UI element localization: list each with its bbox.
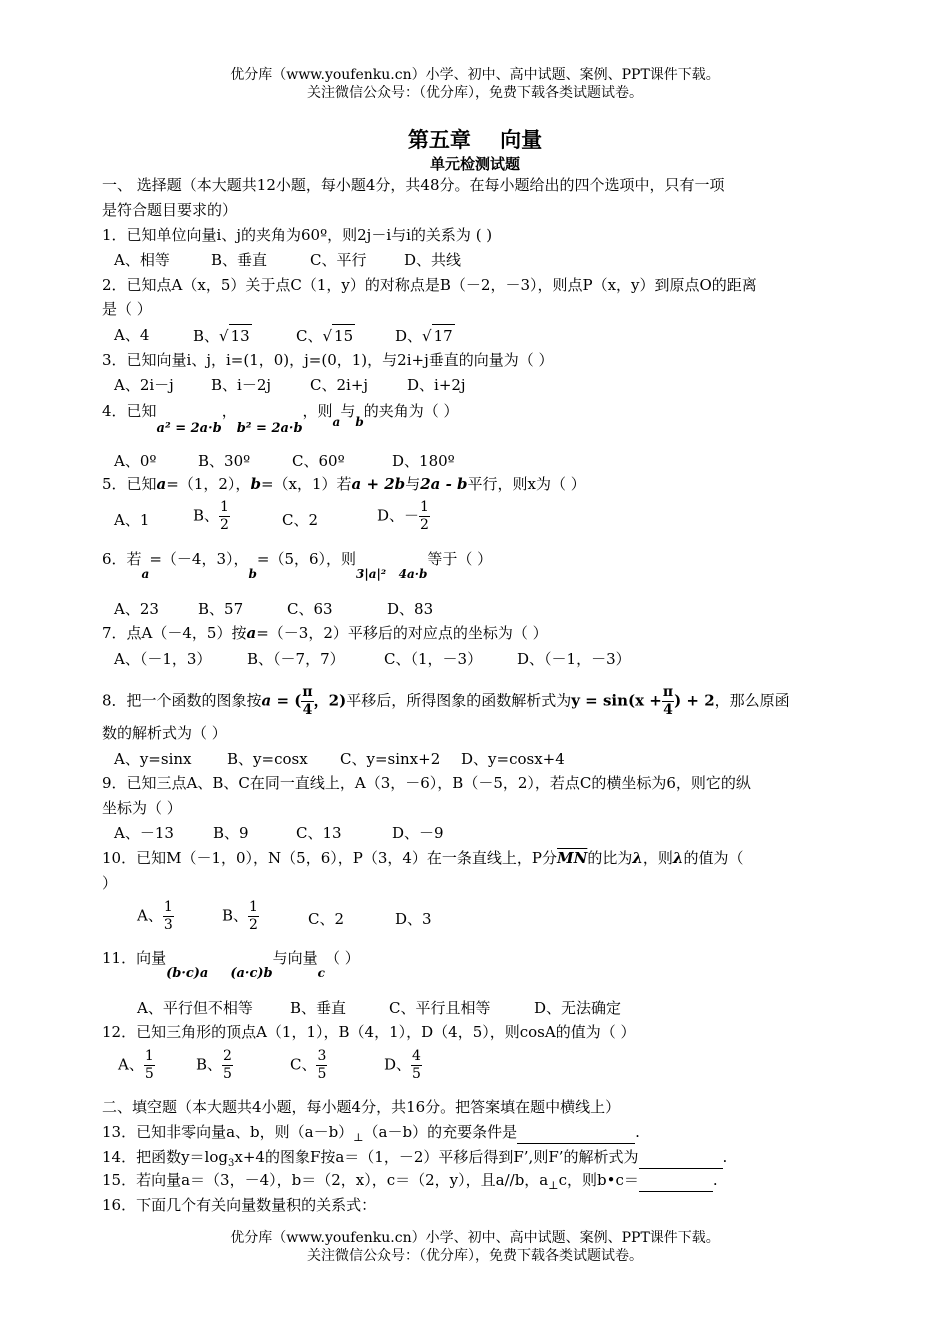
q10-option-c: C、2 — [308, 910, 345, 928]
q8-eq-open: = ( — [271, 691, 302, 710]
q3-option-d: D、i+2j — [407, 376, 466, 394]
q5-b-value: =（x，1）若 — [260, 475, 352, 493]
q13-stem-suffix: （a－b）的充要条件是 — [363, 1123, 518, 1141]
q10-stem-prefix: 10．已知M（－1，0），N（5，6），P（3，4）在一条直线上，P分 — [102, 849, 558, 867]
q10-option-b — [222, 899, 259, 934]
q9-stem-line2: 坐标为（ ） — [102, 799, 182, 817]
footer-line-1: 优分库（www.youfenku.cn）小学、初中、高中试题、案例、PPT课件下载。 — [230, 1230, 720, 1246]
q8-vec-a: a — [261, 691, 272, 710]
q3-option-a: A、2i－j — [114, 376, 174, 394]
q11-with: 与向量 — [272, 949, 318, 967]
q5-expr-1: a + 2b — [351, 475, 406, 493]
q6-option-d: D、83 — [387, 600, 434, 618]
q7-stem-suffix: =（－3，2）平移后的对应点的坐标为（ ） — [256, 624, 548, 642]
q5-option-b-fraction — [219, 499, 230, 534]
q5-a-value: =（1，2）， — [166, 475, 251, 493]
q6-stem-suffix: 等于（ ） — [427, 550, 493, 568]
q5-vec-b: b — [250, 475, 261, 493]
q14-end: . — [722, 1148, 728, 1166]
q12-option-a-fraction — [144, 1048, 155, 1083]
q13-stem — [102, 1121, 640, 1149]
q12-option-b-den: 5 — [223, 1066, 232, 1082]
q7-stem — [102, 622, 548, 644]
q8-fn-start: y = sin(x + — [571, 691, 662, 710]
q7-option-d: D、（－1，－3） — [517, 650, 631, 668]
q5-stem — [102, 473, 586, 495]
q12-option-b — [196, 1048, 233, 1083]
q12-option-c-num: 3 — [317, 1048, 327, 1064]
q8-fn-pi: π — [662, 684, 674, 700]
q10-option-b-label: B、 — [222, 906, 249, 925]
q11-stem — [102, 947, 360, 981]
q10-option-a — [137, 899, 174, 934]
q4-option-a: A、0º — [114, 452, 157, 470]
q9-option-c: C、13 — [296, 824, 342, 842]
q5-option-a: A、1 — [114, 511, 150, 529]
q4-vec-a: a — [332, 415, 341, 429]
chapter-title: 第五章 向量 — [407, 128, 543, 152]
q2-stem-line1: 2．已知点A（x，5）关于点C（1，y）的对称点是B（－2，－3），则点P（x，y）到原点O的距离 — [102, 276, 757, 294]
q7-stem-prefix: 7．点A（－4，5）按 — [102, 624, 247, 642]
q10-then: ，则 — [642, 849, 673, 867]
q10-option-d: D、3 — [395, 910, 432, 928]
q12-option-c-label: C、 — [290, 1055, 317, 1074]
q5-option-d-den: 2 — [420, 517, 429, 533]
q4-option-b: B、30º — [198, 452, 251, 470]
q6-b-value: =（5，6），则 — [256, 550, 357, 568]
q10-vec-mn: $\overline{MN}$ — [557, 849, 588, 867]
q4-option-c: C、60º — [292, 452, 345, 470]
q9-option-d: D、－9 — [392, 824, 444, 842]
q13-stem-prefix: 13．已知非零向量a、b，则（a－b） — [102, 1123, 354, 1141]
q6-option-a: A、23 — [114, 600, 159, 618]
q12-option-b-label: B、 — [196, 1055, 223, 1074]
q12-option-a — [118, 1048, 155, 1083]
q13-answer-blank[interactable] — [517, 1121, 635, 1144]
q8-stem-prefix: 8．把一个函数的图象按 — [102, 691, 262, 710]
q2-option-c-label: C、 — [296, 327, 323, 345]
q12-stem: 12．已知三角形的顶点A（1，1），B（4，1），D（4，5），则cosA的值为（ ） — [102, 1023, 636, 1041]
q12-option-b-fraction — [222, 1048, 233, 1083]
q7-option-a: A、（－1，3） — [114, 650, 212, 668]
section2-heading: 二、填空题（本大题共4小题，每小题4分，共16分。把答案填在题中横线上） — [102, 1098, 621, 1116]
q12-option-a-den: 5 — [144, 1066, 154, 1082]
q8-stem-suffix: ，那么原函 — [714, 691, 790, 710]
q3-option-c: C、2i+j — [310, 376, 369, 394]
q10-option-b-fraction — [248, 899, 259, 934]
q12-option-d — [384, 1048, 422, 1083]
q12-option-c-den: 5 — [317, 1066, 327, 1082]
q11-vec-c: c — [317, 966, 325, 980]
q11-stem-suffix: （ ） — [324, 949, 360, 967]
q2-option-d-radicand: 17 — [432, 324, 455, 347]
q2-option-c-radicand: 15 — [332, 324, 355, 347]
q1-option-b: B、垂直 — [211, 251, 268, 269]
q15-end: . — [712, 1171, 718, 1189]
q10-option-a-num: 1 — [163, 899, 173, 915]
page-footer — [0, 1229, 950, 1265]
q6-stem-prefix: 6．若 — [102, 550, 142, 568]
q5-stem-prefix: 5．已知 — [102, 475, 157, 493]
q8-stem-mid: 平移后，所得图象的函数解析式为 — [346, 691, 572, 710]
q4-sep-1: ， — [221, 402, 237, 420]
q5-option-d-fraction — [419, 499, 430, 534]
q15-stem-suffix: c，则b•c＝ — [558, 1171, 639, 1189]
q12-option-c-fraction — [316, 1048, 327, 1083]
q8-option-a: A、y=sinx — [114, 750, 192, 768]
q14-log-base: 3 — [228, 1158, 235, 1169]
q2-option-d-label: D、 — [395, 327, 423, 345]
q8-option-c: C、y=sinx+2 — [340, 750, 441, 768]
q10-option-a-den: 3 — [163, 917, 173, 933]
q11-option-d: D、无法确定 — [534, 999, 622, 1017]
q12-option-d-den: 5 — [412, 1066, 421, 1082]
q13-end: . — [635, 1123, 640, 1141]
q3-stem: 3．已知向量i、j，i=(1，0)，j=(0，1)，与2i+j垂直的向量为（ ） — [102, 351, 554, 369]
q5-expr-2: 2a - b — [420, 475, 468, 493]
q12-option-d-fraction — [411, 1048, 422, 1083]
q9-option-a: A、－13 — [114, 824, 174, 842]
q8-option-b: B、y=cosx — [227, 750, 308, 768]
q11-expr-2: (a·c)b — [230, 966, 273, 981]
q12-option-b-num: 2 — [223, 1048, 232, 1064]
q6-expr: 3|a|² 4a·b — [356, 567, 428, 581]
q5-option-b-num: 1 — [220, 499, 229, 515]
q15-stem — [102, 1169, 718, 1197]
q12-option-c — [290, 1048, 327, 1083]
q5-stem-suffix: 平行，则x为（ ） — [467, 475, 586, 493]
q16-stem: 16．下面几个有关向量数量积的关系式： — [102, 1196, 377, 1214]
q2-option-a: A、4 — [114, 326, 150, 344]
q2-option-b-label: B、 — [193, 327, 220, 345]
q15-perp-symbol: ⊥ — [548, 1179, 559, 1192]
q4-expr-1: a² = 2a·b — [156, 421, 222, 436]
section1-heading-line2: 是符合题目要求的） — [102, 201, 238, 219]
q9-stem-line1: 9．已知三点A、B、C在同一直线上，A（3，－6），B（－5，2），若点C的横坐标为6，则它的纵 — [102, 774, 751, 792]
q11-option-a: A、平行但不相等 — [137, 999, 253, 1017]
q5-option-b-den: 2 — [220, 517, 229, 533]
q10-option-a-fraction — [163, 899, 174, 934]
test-subtitle: 单元检测试题 — [429, 155, 520, 173]
q4-with: 与 — [340, 402, 356, 420]
q10-option-b-den: 2 — [249, 917, 258, 933]
q10-lambda: λ — [632, 849, 643, 867]
q1-stem: 1．已知单位向量i、j的夹角为60º，则2j－i与i的关系为 ( ) — [102, 226, 493, 244]
q13-perp-symbol: ⊥ — [353, 1131, 364, 1144]
q10-option-a-label: A、 — [137, 906, 163, 925]
q4-vec-b: b — [355, 415, 364, 429]
q12-option-d-label: D、 — [384, 1055, 412, 1074]
q12-option-a-label: A、 — [118, 1055, 144, 1074]
q1-option-d: D、共线 — [404, 251, 462, 269]
q5-option-b-label: B、 — [193, 506, 220, 525]
q2-option-b-radicand: 13 — [229, 324, 252, 347]
q5-option-d-label: D、－ — [377, 506, 420, 525]
q2-option-b: B、√ 13 — [193, 324, 252, 347]
q11-stem-prefix: 11．向量 — [102, 949, 167, 967]
q12-option-a-num: 1 — [144, 1048, 154, 1064]
q4-stem-suffix: 的夹角为（ ） — [363, 402, 459, 420]
q8-eq-close: ，2) — [313, 691, 347, 710]
q8-stem-line2: 数的解析式为（ ） — [102, 724, 227, 742]
q6-option-b: B、57 — [198, 600, 244, 618]
q6-vec-a: a — [141, 567, 150, 581]
q2-stem-line2: 是（ ） — [102, 300, 152, 318]
q5-with: 与 — [405, 475, 421, 493]
q3-option-b: B、i－2j — [211, 376, 272, 394]
q4-stem — [102, 400, 459, 436]
q5-option-d — [377, 499, 430, 534]
q4-stem-prefix: 4．已知 — [102, 402, 157, 420]
q5-vec-a: a — [156, 475, 167, 493]
q4-sep-2: ，则 — [302, 402, 333, 420]
q14-stem-prefix: 14．把函数y＝log — [102, 1148, 228, 1166]
q10-option-b-num: 1 — [249, 899, 258, 915]
q1-option-c: C、平行 — [310, 251, 367, 269]
q8-vector-fraction — [301, 684, 313, 719]
q11-expr-1: (b·c)a — [166, 966, 209, 981]
q8-vector-four: 4 — [302, 702, 313, 718]
q5-option-d-num: 1 — [420, 499, 429, 515]
header-line-2: 关注微信公众号：（优分库），免费下载各类试题试卷。 — [307, 85, 643, 101]
q7-option-b: B、（－7，7） — [247, 650, 345, 668]
footer-line-2: 关注微信公众号：（优分库），免费下载各类试题试卷。 — [307, 1248, 643, 1264]
q15-answer-blank[interactable] — [639, 1169, 713, 1192]
q10-ratio-text: 的比为 — [587, 849, 633, 867]
q4-expr-2: b² = 2a·b — [236, 421, 303, 436]
q5-option-b — [193, 499, 230, 534]
q1-option-a: A、相等 — [114, 251, 170, 269]
q11-option-b: B、垂直 — [290, 999, 347, 1017]
q10-stem-suffix: 的值为（ — [683, 849, 744, 867]
q11-option-c: C、平行且相等 — [389, 999, 491, 1017]
header-line-1: 优分库（www.youfenku.cn）小学、初中、高中试题、案例、PPT课件下载。 — [230, 67, 720, 83]
q8-fn-end: ) + 2 — [674, 691, 715, 710]
q10-lambda-2: λ — [672, 849, 684, 867]
q5-option-c: C、2 — [282, 511, 319, 529]
q6-a-value: =（－4，3）， — [149, 550, 249, 568]
q9-option-b: B、9 — [213, 824, 249, 842]
q2-option-c: C、√ 15 — [296, 324, 355, 347]
q12-option-d-num: 4 — [412, 1048, 421, 1064]
q6-vec-b: b — [248, 567, 257, 581]
q14-stem-suffix: x+4的图象F按a＝（1，－2）平移后得到F’,则F’的解析式为 — [234, 1148, 639, 1166]
section1-heading-line1: 一、 选择题（本大题共12小题，每小题4分，共48分。在每小题给出的四个选项中，只有一项 — [102, 176, 725, 194]
page-header — [0, 66, 950, 102]
q8-option-d: D、y=cosx+4 — [461, 750, 565, 768]
q10-stem-line1 — [102, 847, 743, 869]
q6-option-c: C、63 — [287, 600, 333, 618]
q8-vector-pi: π — [302, 684, 313, 700]
q7-vec-a: a — [246, 624, 257, 642]
q7-option-c: C、（1，－3） — [384, 650, 483, 668]
q8-fn-fraction — [662, 684, 674, 719]
q4-option-d: D、180º — [392, 452, 455, 470]
q8-stem-line1 — [102, 684, 790, 719]
q15-stem-prefix: 15．若向量a＝（3，－4），b＝（2，x），c＝（2，y），且a//b，a — [102, 1171, 549, 1189]
q2-option-d: D、√ 17 — [395, 324, 455, 347]
q8-fn-four: 4 — [663, 702, 673, 718]
q14-answer-blank[interactable] — [639, 1146, 723, 1169]
q10-stem-line2: ） — [102, 874, 118, 892]
